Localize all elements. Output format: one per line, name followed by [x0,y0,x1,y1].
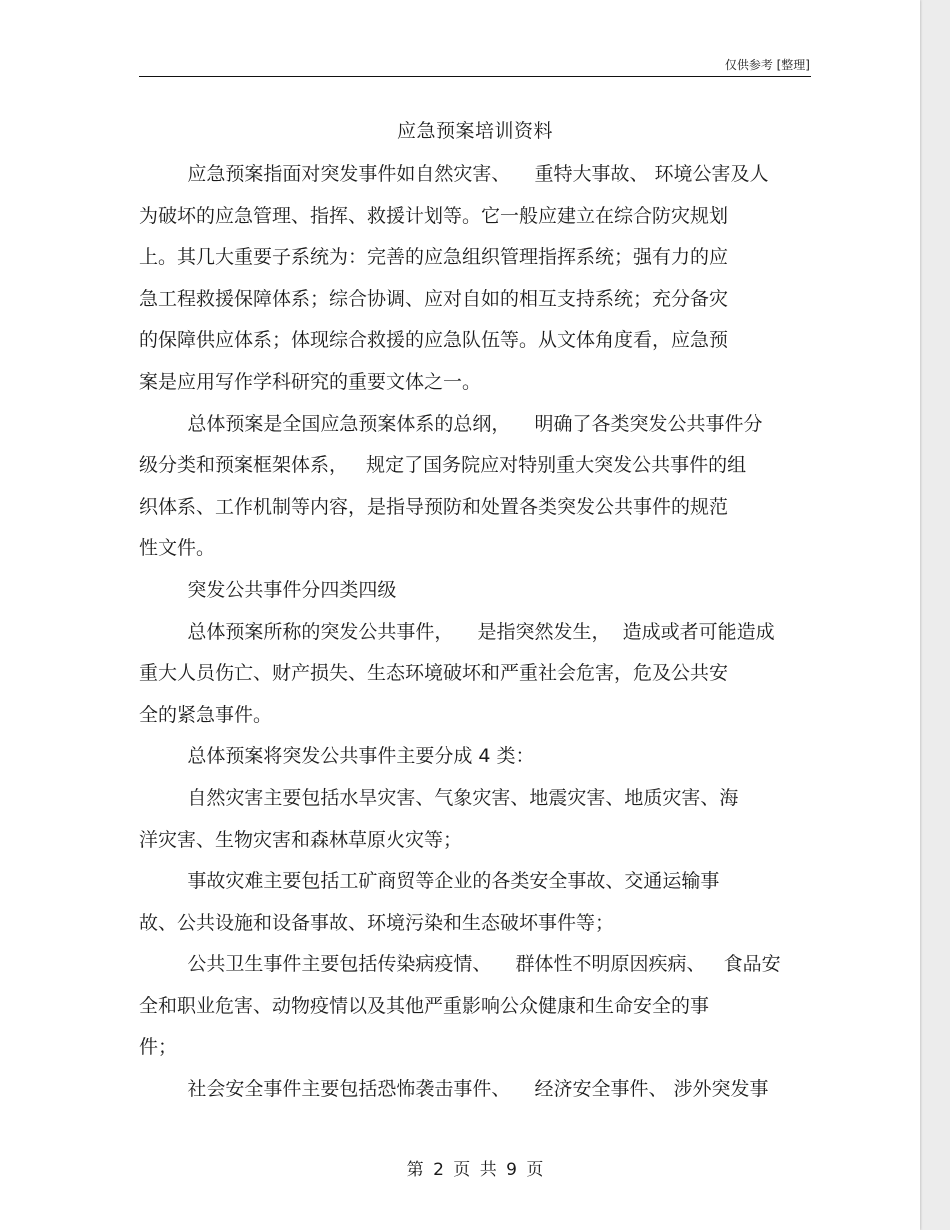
document-title: 应急预案培训资料 [396,120,553,142]
document-body [139,154,811,1111]
header-rule [139,76,811,77]
paragraph-intro: 应急预案指面对突发事件如自然灾害、 重特大事故、 环境公害及人 为破坏的应急管理、指挥、救援计划等。它一般应建立在综合防灾规划 上。其几大重要子系统为：完善的应急组织管理指挥系统；强有力的应 急工程救援保障体系；综合协调、应对自如的相互支持系统；充分备灾 的保障供应体系；体现综合救援的应急队伍等。从文体角度看，应急预 案是应用写作学科研究的重要文体之一。 [139,163,769,393]
paragraph-definition: 总体预案所称的突发公共事件， 是指突然发生， 造成或者可能造成 重大人员伤亡、财产损失、生态环境破坏和严重社会危害，危及公共安 全的紧急事件。 [139,620,775,726]
paragraph-overall-plan: 总体预案是全国应急预案体系的总纲， 明确了各类突发公共事件分 级分类和预案框架体系， 规定了国务院应对特别重大突发公共事件的组 织体系、工作机制等内容，是指导预防和处置各类突发公共事件的规范 性文件。 [139,412,763,560]
paragraph-natural-disasters: 自然灾害主要包括水旱灾害、气象灾害、地震灾害、地质灾害、海 洋灾害、生物灾害和森林草原火灾等； [139,786,739,851]
page-number: 第 2 页 共 9 页 [406,1160,544,1180]
paragraph-accidents: 事故灾难主要包括工矿商贸等企业的各类安全事故、交通运输事 故、公共设施和设备事故、环境污染和生态破坏事件等； [139,870,720,934]
header-note: 仅供参考 [整理] [724,58,810,72]
paragraph-public-health: 公共卫生事件主要包括传染病疫情、 群体性不明原因疾病、 食品安 全和职业危害、动物疫情以及其他严重影响公众健康和生命安全的事 件； [139,953,781,1059]
paragraph-social-security: 社会安全事件主要包括恐怖袭击事件、 经济安全事件、 涉外突发事 [139,1078,769,1101]
paragraph-classification-heading: 突发公共事件分四类四级 [139,578,397,601]
paragraph-four-types: 总体预案将突发公共事件主要分成 4 类： [139,745,535,768]
